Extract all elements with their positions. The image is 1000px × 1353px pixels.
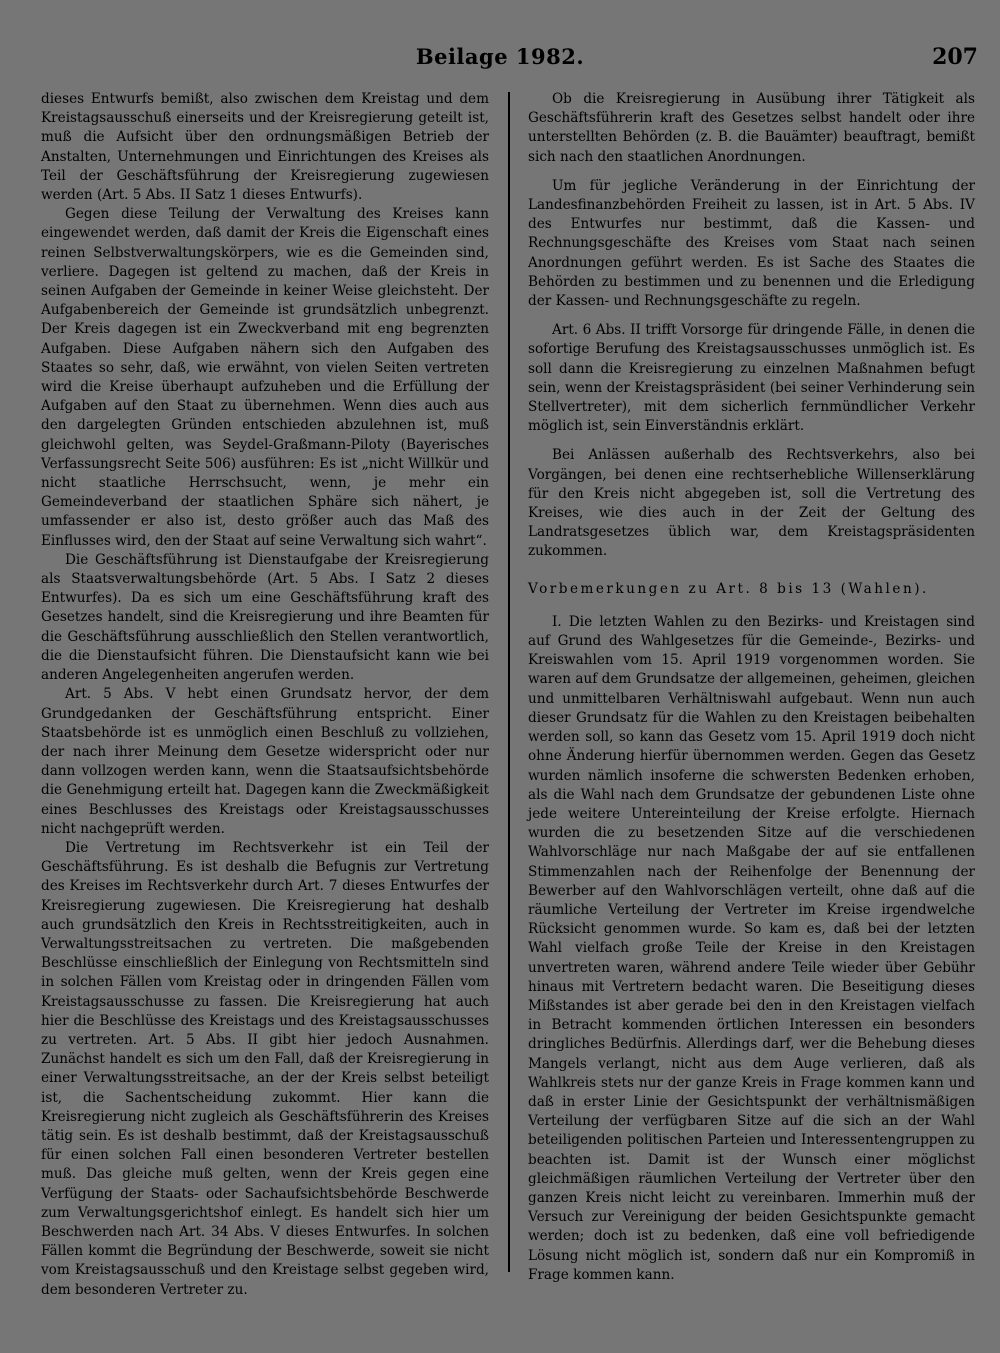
paragraph: Art. 6 Abs. II trifft Vorsorge für dringende Fälle, in denen die sofortige Berufung des Kreistagsausschusses unmöglich ist. Es soll dann die Kreisregierung zu einzelnen Maßnahmen befugt sein, wenn der Kreistagspräsident (bei seiner Verhinderung sein Stellvertreter), mit dem sicherlich fernmündlicher Verkehr möglich ist, sein Einverständnis erklärt.	[528, 322, 975, 435]
paragraph: Art. 5 Abs. V hebt einen Grundsatz hervor, der dem Grundgedanken der Geschäftsführung entspricht. Einer Staatsbehörde ist es unmöglich einen Beschluß zu vollziehen, der nach ihrer Meinung dem Gesetze widerspricht oder nur dann vollzogen werden kann, wenn die Staatsaufsichtsbehörde die Genehmigung erteilt hat. Dagegen kann die Zweckmäßigkeit eines Beschlusses des Kreistags oder Kreistagsausschusses nicht nachgeprüft werden.	[41, 686, 489, 837]
left-column	[41, 90, 489, 1300]
paragraph: Gegen diese Teilung der Verwaltung des Kreises kann eingewendet werden, daß damit der Kreis die Eigenschaft eines reinen Selbstverwaltungskörpers, wie es die Gemeinden sind, verliere. Dagegen ist geltend zu machen, daß der Kreis in seinen Aufgaben der Gemeinde in keiner Weise gleichsteht. Der Aufgabenbereich der Gemeinde ist grundsätzlich unbegrenzt. Der Kreis dagegen ist ein Zweckverband mit eng begrenzten Aufgaben. Diese Aufgaben nähern sich den Aufgaben des Staates so sehr, daß, wie erwähnt, von vielen Seiten vertreten wird die Kreise überhaupt aufzuheben und die Erfüllung der Aufgaben auf den Staat zu übernehmen. Wenn dies auch aus den dargelegten Gründen entschieden abzulehnen ist, muß gleichwohl gelten, was Seydel-Graßmann-Piloty (Bayerisches Verfassungsrecht Seite 506) ausführen: Es ist „nicht Willkür und nicht staatliche Herrschsucht, wenn, je mehr ein Gemeindeverband der staatlichen Sphäre sich nähert, je umfassender er also ist, desto größer auch das Maß des Einflusses wird, den der Staat auf seine Verwaltung sich wahrt“.	[41, 206, 489, 549]
paragraph: Die Vertretung im Rechtsverkehr ist ein Teil der Geschäftsführung. Es ist deshalb die Befugnis zur Vertretung des Kreises im Rechtsverkehr durch Art. 7 dieses Entwurfes der Kreisregierung zugewiesen. Die Kreisregierung hat deshalb auch grundsätzlich den Kreis in Rechtsstreitigkeiten, auch in Verwaltungsstreitsachen zu vertreten. Die maßgebenden Beschlüsse einschließlich der Einlegung von Rechtsmitteln sind in solchen Fällen vom Kreistag oder in dringenden Fällen vom Kreistagsausschusse zu fassen. Die Kreisregierung hat auch hier die Beschlüsse des Kreistags und des Kreistagsausschusses zu vertreten. Art. 5 Abs. II gibt hier jedoch Ausnahmen. Zunächst handelt es sich um den Fall, daß der Kreisregierung in einer Verwaltungsstreitsache, an der der Kreis selbst beteiligt ist, die Sachentscheidung zukommt. Hier kann die Kreisregierung nicht zugleich als Geschäftsführerin des Kreises tätig sein. Es ist deshalb bestimmt, daß der Kreistagsausschuß für einen solchen Fall einen besonderen Vertreter bestellen muß. Das gleiche muß gelten, wenn der Kreis gegen eine Verfügung der Staats- oder Sachaufsichtsbehörde Beschwerde zum Verwaltungsgerichtshof einlegt. Es handelt sich hier um Beschwerden nach Art. 34 Abs. V dieses Entwurfes. In solchen Fällen kommt die Begründung der Beschwerde, soweit sie nicht vom Kreistagsausschuß und den Kreistage selbst gegeben wird, dem besonderen Vertreter zu.	[41, 839, 489, 1298]
paragraph: Bei Anlässen außerhalb des Rechtsverkehrs, also bei Vorgängen, bei denen eine rechtserhebliche Willenserklärung für den Kreis nicht abgegeben ist, soll die Vertretung des Kreises, wie dies auch in der Zeit der Geltung des Landratsgesetzes üblich war, dem Kreistagspräsidenten zukommen.	[528, 447, 975, 560]
paragraph: I. Die letzten Wahlen zu den Bezirks- und Kreistagen sind auf Grund des Wahlgesetzes für die Gemeinde-, Bezirks- und Kreiswahlen vom 15. April 1919 vorgenommen worden. Sie waren auf dem Grundsatze der allgemeinen, geheimen, gleichen und unmittelbaren Verhältniswahl aufgebaut. Wenn nun auch dieser Grundsatz für die Wahlen zu den Kreistagen beibehalten werden soll, so kann das Gesetz vom 15. April 1919 doch nicht ohne Änderung hierfür übernommen werden. Gegen das Gesetz wurden nämlich insoferne die schwersten Bedenken erhoben, als die Wahl nach dem Grundsatze der gebundenen Liste ohne jede weitere Untereinteilung der Kreise erfolgte. Hiernach wurden die zu besetzenden Sitze auf die verschiedenen Wahlvorschläge nur nach Maßgabe der auf sie entfallenen Stimmenzahlen nach der Reihenfolge der Benennung der Bewerber auf den Wahlvorschlägen verteilt, ohne daß auf die räumliche Verteilung der Vertreter im Kreise irgendwelche Rücksicht genommen wurde. So kam es, daß bei der letzten Wahl vielfach große Teile der Kreise in den Kreistagen unvertreten waren, während andere Teile wieder über Gebühr hinaus mit Vertretern bedacht waren. Die Beseitigung dieses Mißstandes ist aber gerade bei den in den Kreistagen vielfach in Betracht kommenden örtlichen Interessen ein besonders dringliches Bedürfnis. Allerdings darf, wer die Behebung dieses Mangels verlangt, nicht aus dem Auge verlieren, daß als Wahlkreis stets nur der ganze Kreis in Frage kommen kann und daß in erster Linie der Gesichtspunkt der verhältnismäßigen Verteilung der verfügbaren Sitze auf die sich an der Wahl beteiligenden politischen Parteien und Interessentengruppen zu beachten ist. Damit ist der Wunsch einer möglichst gleichmäßigen räumlichen Verteilung der Vertreter über den ganzen Kreis nicht leicht zu vereinbaren. Immerhin muß der Versuch zur Vereinigung der beiden Gesichtspunkte gemacht werden; doch ist zu bedenken, daß eine voll befriedigende Lösung nicht möglich ist, sondern daß nur ein Kompromiß in Frage kommen kann.	[528, 613, 975, 1283]
paragraph: Ob die Kreisregierung in Ausübung ihrer Tätigkeit als Geschäftsführerin kraft des Gesetzes selbst handelt oder ihre unterstellten Behörden (z. B. die Bauämter) beauftragt, bemißt sich nach den staatlichen Anordnungen.	[528, 91, 975, 165]
page-header-title: Beilage 1982.	[415, 44, 585, 69]
section-heading: Vorbemerkungen zu Art. 8 bis 13 (Wahlen).	[528, 580, 929, 597]
paragraph: dieses Entwurfs bemißt, also zwischen dem Kreistag und dem Kreistagsausschuß einerseits und der Kreisregierung geteilt ist, muß die Aufsicht über den ordnungsmäßigen Betrieb der Anstalten, Unternehmungen und Einrichtungen des Kreises als Teil der Geschäftsführung der Kreisregierung zugewiesen werden (Art. 5 Abs. II Satz 1 dieses Entwurfs).	[41, 91, 489, 204]
page-number: 207	[932, 44, 978, 70]
right-column	[528, 90, 975, 1285]
column-divider	[508, 92, 510, 1272]
paragraph: Die Geschäftsführung ist Dienstaufgabe der Kreisregierung als Staatsverwaltungsbehörde (Art. 5 Abs. I Satz 2 dieses Entwurfes). Da es sich um eine Geschäftsführung kraft des Gesetzes handelt, sind die Kreisregierung und ihre Beamten für die Geschäftsführung ausschließlich den Stellen verantwortlich, die die Dienstaufsicht führen. Die Dienstaufsicht kann wie bei anderen Angelegenheiten angerufen werden.	[41, 551, 489, 684]
paragraph: Um für jegliche Veränderung in der Einrichtung der Landesfinanzbehörden Freiheit zu lassen, ist in Art. 5 Abs. IV des Entwurfes nur bestimmt, daß die Kassen- und Rechnungsgeschäfte des Kreises vom Staat nach seinen Anordnungen geführt werden. Es ist Sache des Staates die Behörden zu bestimmen und zu benennen und die Erledigung der Kassen- und Rechnungsgeschäfte zu regeln.	[528, 177, 975, 310]
